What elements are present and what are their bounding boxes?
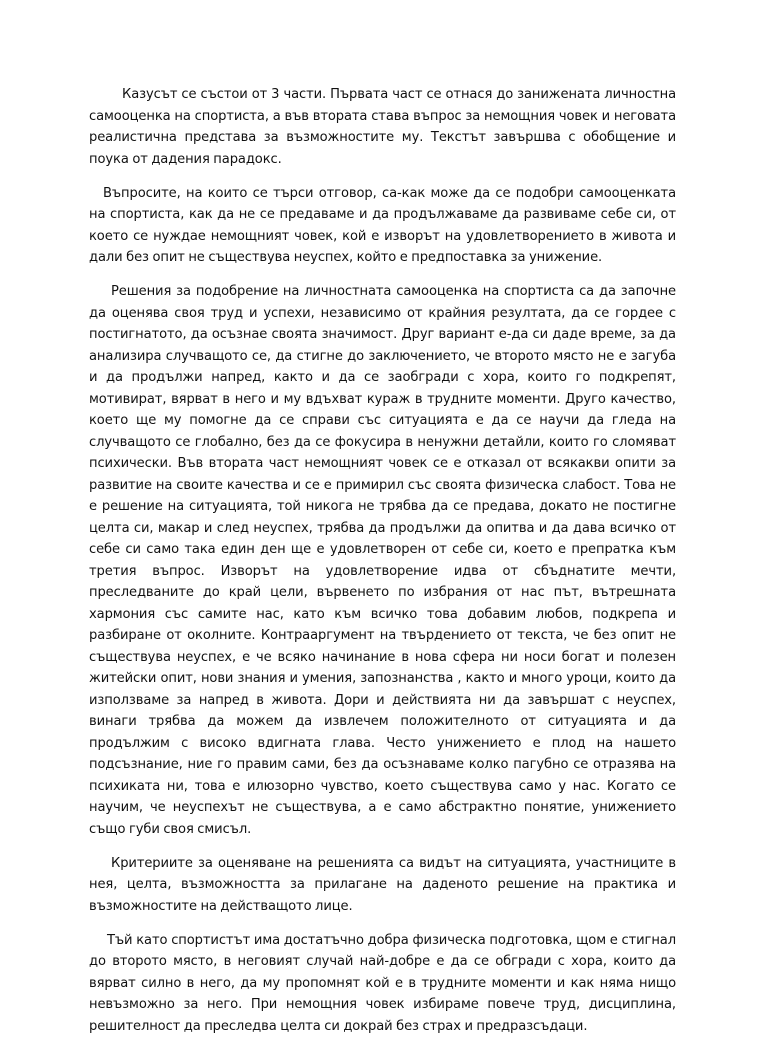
paragraph-solutions: Решения за подобрение на личностната самооценка на спортиста са да започне да оценява своя труд и успехи, независимо от крайния резултата, да се гордее с постигнатото, да осъзнае своята значимост. Друг вариант е-да си даде време, за да анализира случващото се, да стигне до заключението, че второто място не е загуба и да продължи напред, както и да се заобгради с хора, които го подкрепят, мотивират, вярват в него и му вдъхват кураж в трудните моменти. Друго качество, което ще му помогне да се справи със ситуацията е да се научи да гледа на случващото се глобално, без да се фокусира в ненужни детайли, които го сломяват психически. Във втората част немощният човек се е отказал от всякакви опити за развитие на своите качества и се е примирил със своята физическа слабост. Това не е решение на ситуацията, той никога не трябва да се предава, докато не постигне целта си, макар и след неуспех, трябва да продължи да опитва и да дава всичко от себе си само така един ден ще е удовлетворен от себе си, което е препратка към третия въпрос. Изворът на удовлетворение идва от сбъднатите мечти, преследваните до край цели, вървенето по избрания от нас път, вътрешната хармония със самите нас, като към всичко това добавим любов, подкрепа и разбиране от околните. Контрааргумент на твърдението от текста, че без опит не съществува неуспех, е че всяко начинание в нова сфера ни носи богат и полезен житейски опит, нови знания и умения, запознанства , както и много уроци, които да използваме за напред в живота. Дори и действията ни да завършат с неуспех, винаги трябва да можем да извлечем положителното от ситуацията и да продължим с високо вдигната глава. Често унижението е плод на нашето подсъзнание, ние го правим сами, без да осъзнаваме колко пагубно се отразява на психиката ни, това е илюзорно чувство, което съществува само у нас. Когато се научим, че неуспехът не съществува, а е само абстрактно понятие, унижението също губи своя смисъл. [89,284,676,837]
paragraph-intro: Казусът се състои от 3 части. Първата част се отнася до занижената личностна самооценка на спортиста, а във втората става въпрос за немощния човек и неговата реалистична представа за възможностите му. Текстът завършва с обобщение и поука от дадения парадокс. [89,87,676,167]
paragraph-criteria: Критериите за оценяване на решенията са видът на ситуацията, участниците в нея, целта, възможността за прилагане на даденото решение на практика и възможностите на действащото лице. [89,855,676,914]
document-page [89,84,676,1050]
paragraph-questions: Въпросите, на които се търси отговор, са-как може да се подобри самооценката на спортиста, как да не се предаваме и да продължаваме да развиваме себе си, от което се нуждае немощният човек, кой е изворът на удовлетворението в живота и дали без опит не съществува неуспех, който е предпоставка за унижение. [89,185,676,265]
paragraph-conclusion: Тъй като спортистът има достатъчно добра физическа подготовка, щом е стигнал до второто място, в неговият случай най-добре е да се обгради с хора, които да вярват силно в него, да му пропомнят кой е в трудните моменти и как няма нищо невъзможно за него. При немощния човек избираме повече труд, дисциплина, решителност да преследва целта си докрай без страх и предразсъдаци. [89,932,676,1034]
